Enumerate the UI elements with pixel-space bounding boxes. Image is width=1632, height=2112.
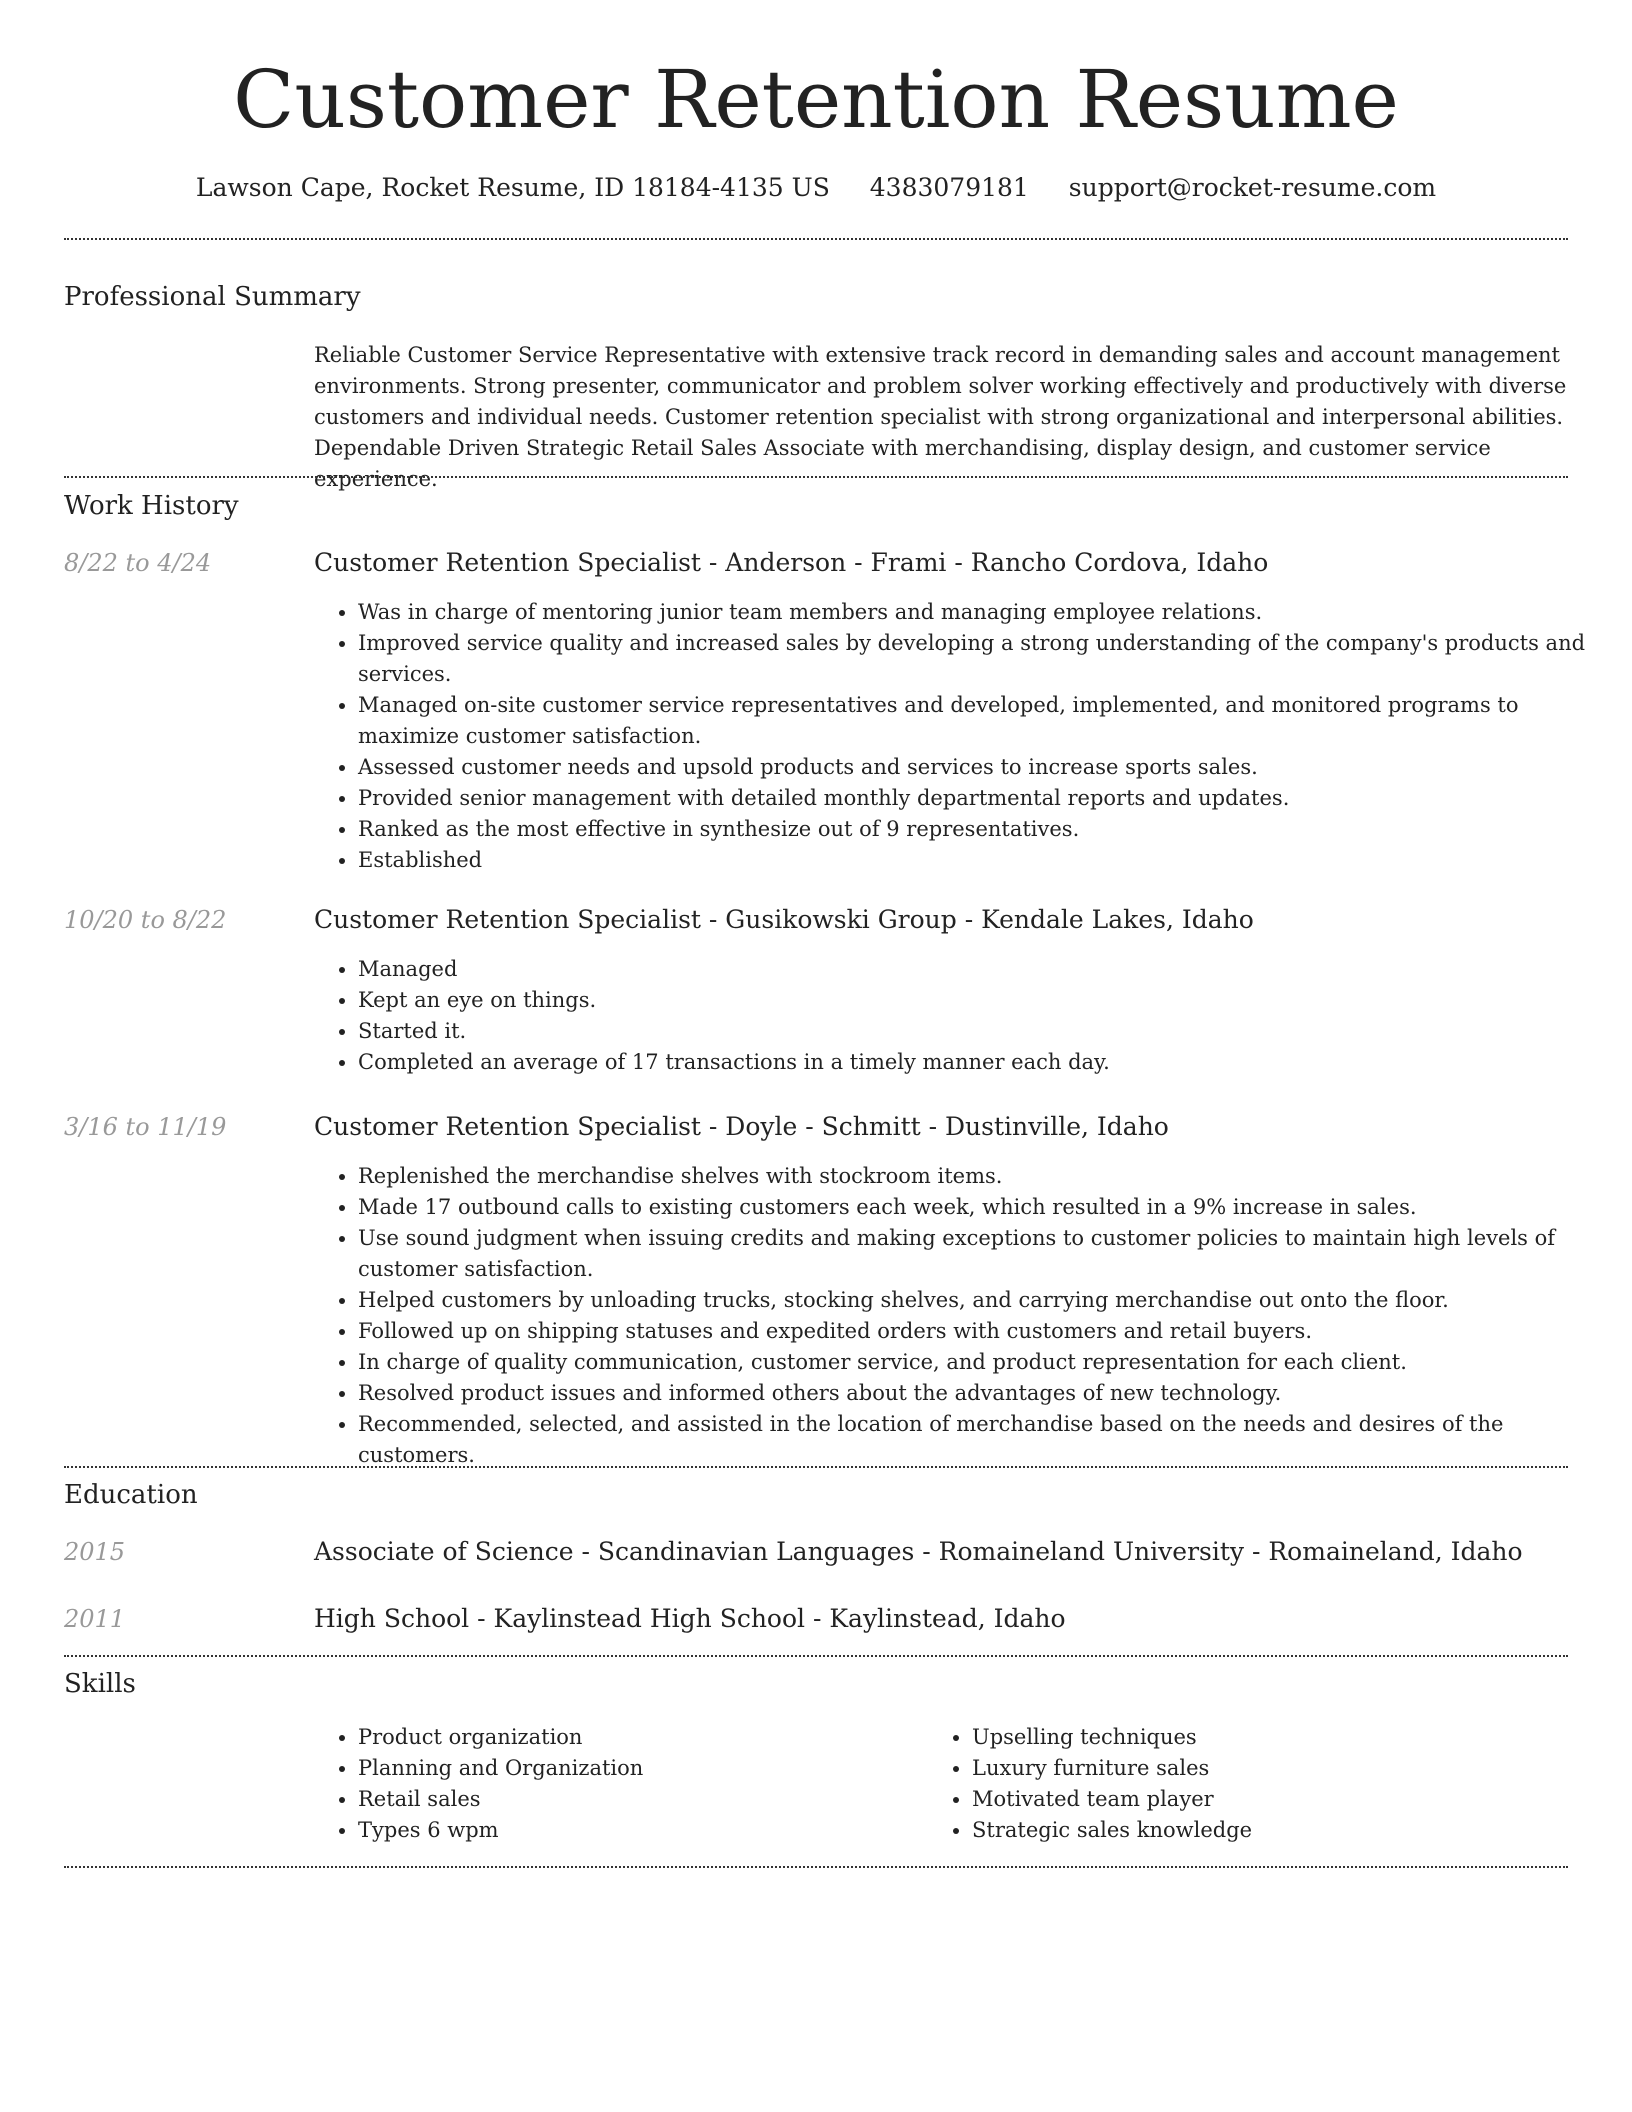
section-title-skills: Skills [64,1669,136,1699]
job-bullets [314,1161,1612,1471]
skill-item: • Product organization [358,1722,918,1753]
contact-address: Lawson Cape, Rocket Resume, ID 18184-4135 US [195,173,830,202]
skill-item: • Upselling techniques [972,1722,1572,1753]
summary-text: Reliable Customer Service Representative with extensive track record in demanding sales and account management environments. Strong presenter, communicator and problem solver working effectively and productively with diverse customers and individual needs. Customer retention specialist with strong organizational and interpersonal abilities. Dependable Driven Strategic Retail Sales Associate with merchandising, display design, and customer service experience. [314,343,1567,491]
skill-item: • Retail sales [358,1784,918,1815]
job-bullets [314,597,1612,876]
section-title-work-history: Work History [64,491,239,521]
education-year: 2011 [64,1605,126,1633]
skill-item: • Motivated team player [972,1784,1572,1815]
contact-line [0,171,1632,205]
list-item: • Kept an eye on things. [358,985,1612,1016]
job-dates: 10/20 to 8/22 [64,906,227,934]
list-item: • Established [358,845,1612,876]
contact-phone: 4383079181 [869,173,1029,202]
resume-title: Customer Retention Resume [233,53,1399,146]
list-item: • Completed an average of 17 transactions in a timely manner each day. [358,1047,1612,1078]
list-item: • Managed on-site customer service representatives and developed, implemented, and monitored programs to maximize customer satisfaction. [358,690,1612,752]
job-title: Customer Retention Specialist - Anderson - Frami - Rancho Cordova, Idaho [314,548,1269,577]
list-item: • Managed [358,954,1612,985]
skill-item: • Strategic sales knowledge [972,1815,1572,1846]
list-item: • Use sound judgment when issuing credits and making exceptions to customer policies to maintain high levels of customer satisfaction. [358,1223,1612,1285]
skill-item: • Luxury furniture sales [972,1753,1572,1784]
list-item: • Ranked as the most effective in synthesize out of 9 representatives. [358,814,1612,845]
list-item: • Was in charge of mentoring junior team members and managing employee relations. [358,597,1612,628]
job-dates: 3/16 to 11/19 [64,1113,227,1141]
list-item: • Replenished the merchandise shelves with stockroom items. [358,1161,1612,1192]
education-year: 2015 [64,1538,126,1566]
divider [64,1866,1568,1868]
list-item: • Improved service quality and increased sales by developing a strong understanding of the company's products and services. [358,628,1612,690]
education-degree: Associate of Science - Scandinavian Languages - Romaineland University - Romaineland, Idaho [314,1537,1523,1566]
divider [64,238,1568,240]
list-item: • Followed up on shipping statuses and expedited orders with customers and retail buyers. [358,1316,1612,1347]
list-item: • Recommended, selected, and assisted in the location of merchandise based on the needs and desires of the customers. [358,1409,1612,1471]
divider [64,476,1568,478]
job-bullets [314,954,1612,1078]
list-item: • Provided senior management with detailed monthly departmental reports and updates. [358,783,1612,814]
divider [64,1655,1568,1657]
list-item: • Made 17 outbound calls to existing customers each week, which resulted in a 9% increase in sales. [358,1192,1612,1223]
list-item: • Resolved product issues and informed others about the advantages of new technology. [358,1378,1612,1409]
list-item: • Started it. [358,1016,1612,1047]
list-item: • Helped customers by unloading trucks, stocking shelves, and carrying merchandise out onto the floor. [358,1285,1612,1316]
job-dates: 8/22 to 4/24 [64,549,212,577]
job-title: Customer Retention Specialist - Gusikowski Group - Kendale Lakes, Idaho [314,905,1254,934]
education-degree: High School - Kaylinstead High School - Kaylinstead, Idaho [314,1604,1066,1633]
section-title-summary: Professional Summary [64,282,361,312]
section-title-education: Education [64,1480,198,1510]
contact-email: support@rocket-resume.com [1068,173,1437,202]
divider [64,1466,1568,1468]
skills-list-right [928,1722,1572,1846]
list-item: • Assessed customer needs and upsold products and services to increase sports sales. [358,752,1612,783]
skills-list-left [314,1722,918,1846]
job-title: Customer Retention Specialist - Doyle - Schmitt - Dustinville, Idaho [314,1112,1169,1141]
skill-item: • Planning and Organization [358,1753,918,1784]
skill-item: • Types 6 wpm [358,1815,918,1846]
list-item: • In charge of quality communication, customer service, and product representation for each client. [358,1347,1612,1378]
